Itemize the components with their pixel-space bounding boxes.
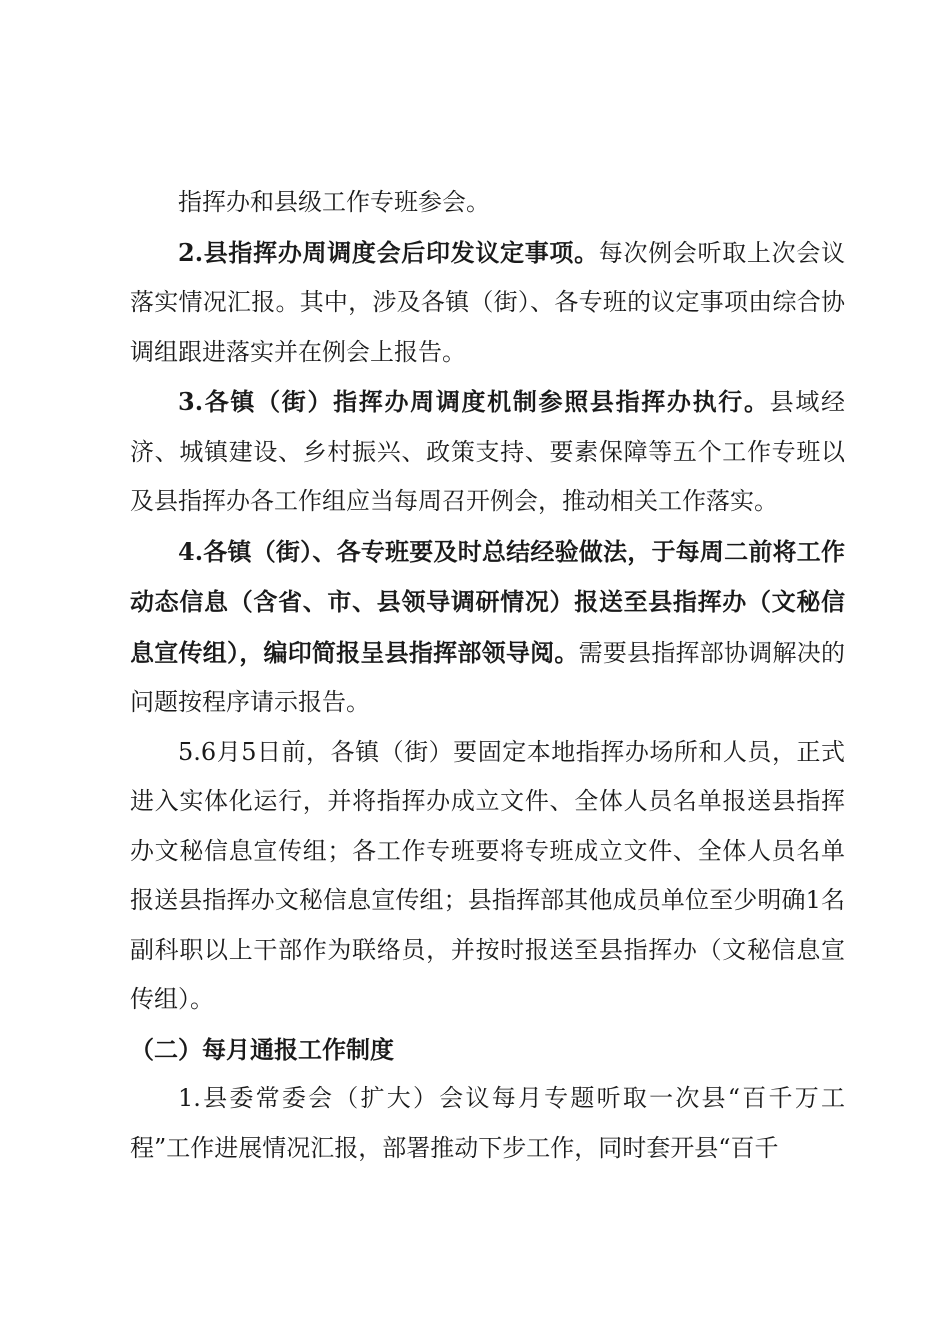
paragraph-item-3	[130, 377, 845, 527]
section-heading-text: （二）每月通报工作制度	[130, 1034, 394, 1064]
paragraph-text: 每次例会听取上次会议落实情况汇报。其中，涉及各镇（街）、各专班的议定事项由综合协调组跟进落实并在例会上报告。	[130, 238, 846, 366]
section-heading	[130, 1025, 845, 1075]
document-body	[130, 178, 845, 1173]
paragraph-text: 县域经济、城镇建设、乡村振兴、政策支持、要素保障等五个工作专班以及县指挥办各工作组应当每周召开例会，推动相关工作落实。	[130, 388, 845, 515]
paragraph-item-2	[130, 228, 845, 378]
paragraph-text: 指挥办和县级工作专班参会。	[178, 188, 490, 216]
paragraph-item-1	[130, 1074, 845, 1173]
paragraph-text: 1.县委常委会（扩大）会议每月专题听取一次县“百千万工程”工作进展情况汇报，部署推动下步工作，同时套开县“百千	[130, 1084, 845, 1162]
paragraph-lead: 3.各镇（街）指挥办周调度机制参照县指挥办执行。	[178, 387, 770, 416]
paragraph-item-5	[130, 728, 845, 1025]
paragraph-lead: 2.县指挥办周调度会后印发议定事项。	[178, 237, 599, 267]
paragraph-continued	[130, 178, 845, 228]
paragraph-text: 需要县指挥部协调解决的问题按程序请示报告。	[130, 638, 846, 716]
paragraph-item-4	[130, 527, 845, 728]
paragraph-lead: 4.各镇（街）、各专班要及时总结经验做法，于每周二前将工作动态信息（含省、市、县领导调研情况）报送至县指挥办（文秘信息宣传组），编印简报呈县指挥部领导阅。	[130, 536, 845, 667]
paragraph-text: 5.6月5日前，各镇（街）要固定本地指挥办场所和人员，正式进入实体化运行，并将指挥办成立文件、全体人员名单报送县指挥办文秘信息宣传组；各工作专班要将专班成立文件、全体人员名单报送县指挥办文秘信息宣传组；县指挥部其他成员单位至少明确1名副科职以上干部作为联络员，并按时报送至县指挥办（文秘信息宣传组）。	[130, 737, 845, 1013]
